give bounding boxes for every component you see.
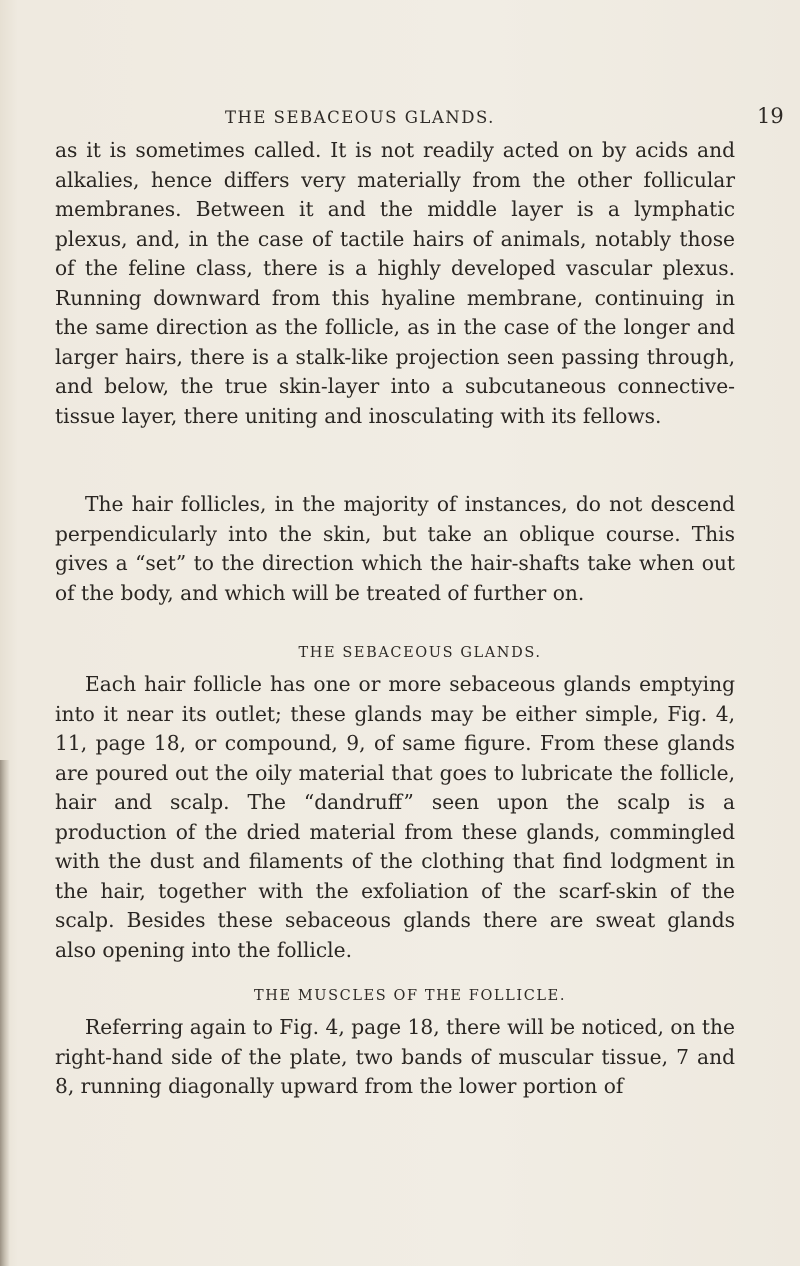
paragraph-sebaceous-glands: Each hair follicle has one or more sebaceous glands emptying into it near its outlet; these glands may be either simple, Fig. 4, 11, page 18, or compound, 9, of same figure. From these glands are poured out the oily material that goes to lubricate the follicle, hair and scalp. The “dandruff” seen upon the scalp is a production of the dried material from these glands, commingled with the dust and filaments of the clothing that find lodgment in the hair, together with the exfoliation of the scarf-skin of the scalp. Besides these sebaceous glands there are sweat glands also opening into the follicle. xyxy=(55,672,735,962)
section-heading-sebaceous-glands: THE SEBACEOUS GLANDS. xyxy=(298,645,542,661)
page-edge-shadow xyxy=(0,760,10,1266)
paragraph-muscles: Referring again to Fig. 4, page 18, there will be noticed, on the right-hand side of the plate, two bands of muscular tissue, 7 and 8, running diagonally upward from the lower portion of xyxy=(55,1015,735,1098)
paragraph-hair-follicles: The hair follicles, in the majority of instances, do not descend perpendicularly into the skin, but take an oblique course. This gives a “set” to the direction which the hair-shafts take when out of the body, and which will be treated of further on. xyxy=(55,492,735,605)
page-number: 19 xyxy=(757,104,784,128)
section-heading-muscles-of-follicle: THE MUSCLES OF THE FOLLICLE. xyxy=(253,988,567,1004)
running-head: THE SEBACEOUS GLANDS. xyxy=(225,108,495,127)
paragraph-continuation: as it is sometimes called. It is not readily acted on by acids and alkalies, hence differs very materially from the other follicular membranes. Between it and the middle layer is a lymphatic plexus, and, in the case of tactile hairs of animals, notably those of the feline class, there is a highly developed vascular plexus. Running downward from this hyaline membrane, continuing in the same direction as the follicle, as in the case of the longer and larger hairs, there is a stalk-like projection seen passing through, and below, the true skin-layer into a subcutaneous connective-tissue layer, there uniting and inosculating with its fellows. xyxy=(55,138,735,428)
